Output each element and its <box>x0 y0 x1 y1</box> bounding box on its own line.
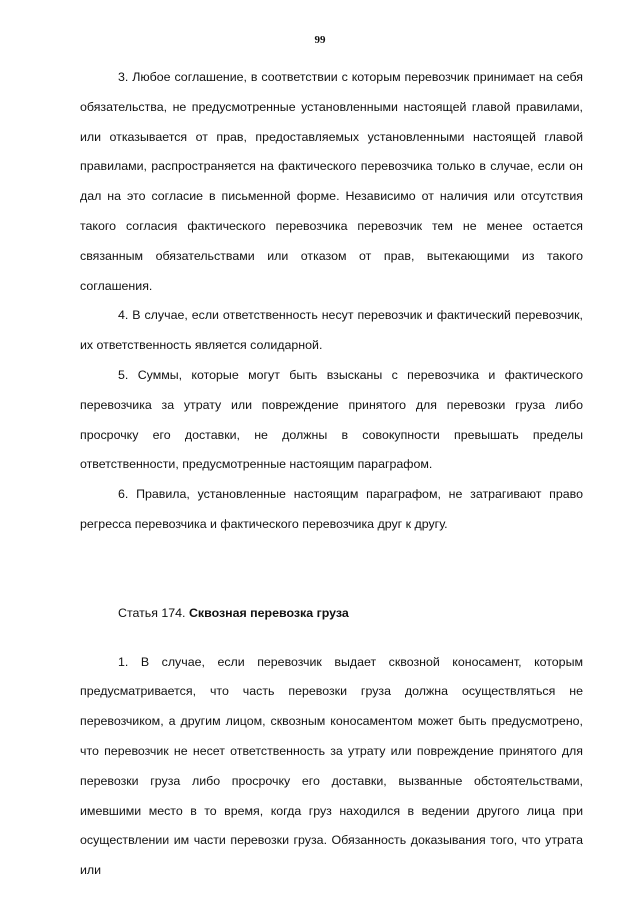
article-title: Сквозная перевозка груза <box>188 605 349 620</box>
document-body <box>80 63 583 886</box>
page-number: 99 <box>314 34 326 46</box>
section-spacer <box>80 540 583 599</box>
article-number: Статья 174. <box>118 605 186 620</box>
paragraph-4: 4. В случае, если ответственность несут перевозчик и фактический перевозчик, их ответственность является солидарной. <box>80 308 583 353</box>
paragraph-6: 6. Правила, установленные настоящим параграфом, не затрагивают право регресса перевозчика и фактического перевозчика друг к другу. <box>80 487 583 531</box>
heading-spacer <box>80 629 583 648</box>
article-heading <box>80 599 583 629</box>
paragraph-3: 3. Любое соглашение, в соответствии с которым перевозчик принимает на себя обязательства, не предусмотренные установленными настоящей главой правилами, или отказывается от прав, предоставляемых установленными настоящей главой правилами, распространяется на фактического перевозчика только в случае, если он дал на это согласие в письменной форме. Независимо от наличия или отсутствия такого согласия фактического перевозчика перевозчик тем не менее остается связанным обязательствами или отказом от прав, вытекающими из такого соглашения. <box>80 70 583 293</box>
paragraph-5: 5. Суммы, которые могут быть взысканы с перевозчика и фактического перевозчика за утрату или повреждение принятого для перевозки груза либо просрочку его доставки, не должны в совокупности превышать пределы ответственности, предусмотренные настоящим параграфом. <box>80 367 583 472</box>
article-paragraph-1: 1. В случае, если перевозчик выдает сквозной коносамент, которым предусматривается, что часть перевозки груза должна осуществляться не перевозчиком, а другим лицом, сквозным коносаментом может быть предусмотрено, что перевозчик не несет ответственность за утрату или повреждение принятого для перевозки груза либо просрочку его доставки, вызванные обстоятельствами, имевшими место в то время, когда груз находился в ведении другого лица при осуществлении им части перевозки груза. Обязанность доказывания того, что утрата или <box>80 654 583 878</box>
